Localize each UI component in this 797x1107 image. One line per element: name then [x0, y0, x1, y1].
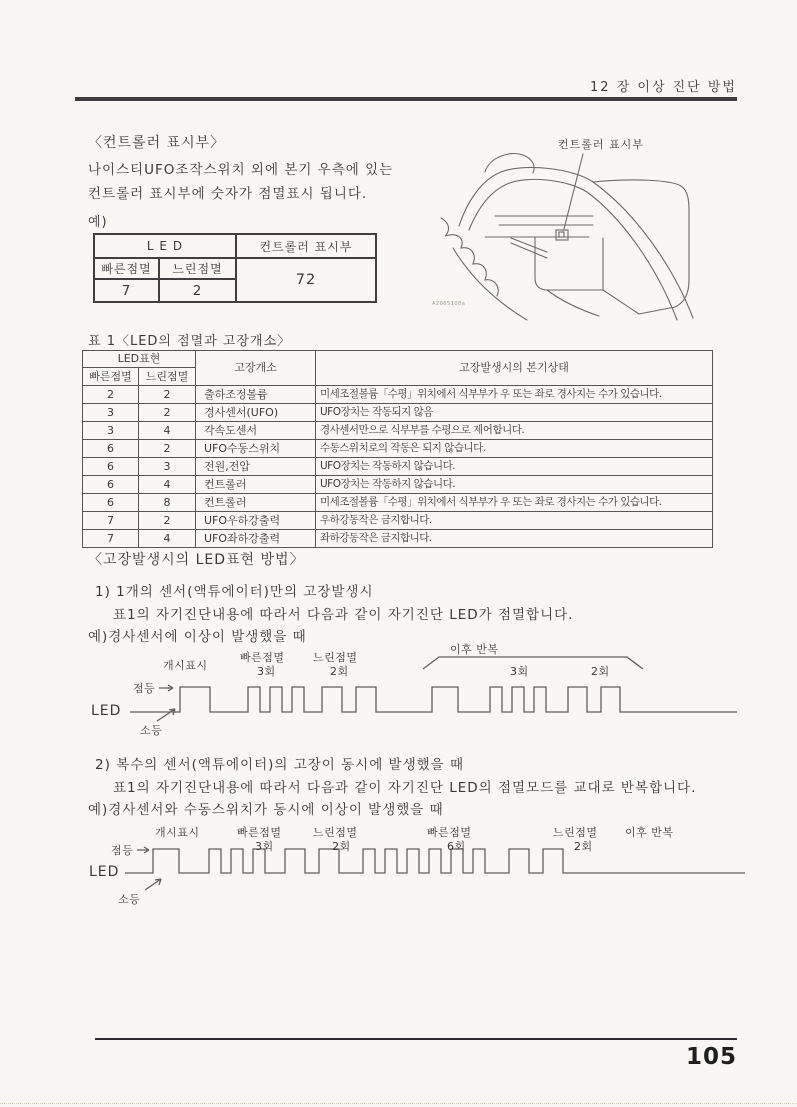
figure-leader-line — [564, 154, 583, 229]
wf2-off-label: 소등 — [118, 893, 141, 906]
led-blink-waveform — [125, 849, 745, 873]
led-count-cell: 4 — [139, 530, 196, 548]
fault-state-cell: 미세조절볼륨「수평」위치에서 식부부가 우 또는 좌로 경사지는 수가 있습니다. — [316, 494, 713, 512]
scan-artifact-edge — [0, 1103, 797, 1104]
wf1-fast-count: 3회 — [257, 665, 276, 678]
wf1-repeat-label: 이후 반복 — [450, 643, 499, 656]
fault-part-cell: 컨트롤러 — [196, 476, 316, 494]
section-title-led-method: 〈고장발생시의 LED표현 방법〉 — [88, 552, 305, 568]
led-count-cell: 8 — [139, 494, 196, 512]
table-header-row — [83, 351, 713, 368]
wf2-fast1-label: 빠른점멸 — [237, 826, 282, 839]
fault-code-table — [82, 350, 713, 548]
wf2-repeat-label: 이후 반복 — [625, 826, 674, 839]
fault-part-header-cell: 고장개소 — [196, 351, 316, 386]
table-row — [83, 512, 713, 530]
fault-part-cell: 전원,전압 — [196, 458, 316, 476]
wf2-slow2-label: 느린점멸 — [553, 826, 598, 839]
intro-line-1: 나이스티UFO조작스위치 외에 본기 우측에 있는 — [88, 162, 394, 178]
fault-state-header-cell: 고장발생시의 본기상태 — [316, 351, 713, 386]
machine-illustration — [423, 130, 757, 322]
on-arrow — [137, 847, 149, 853]
table-row — [83, 530, 713, 548]
waveform-diagram-1 — [85, 641, 753, 751]
slow-blink-header-cell: 느린점멸 — [139, 368, 196, 386]
display-header-cell: 컨트롤러 표시부 — [236, 234, 376, 258]
led-count-cell: 2 — [139, 404, 196, 422]
led-group-header-cell: LED표현 — [83, 351, 196, 368]
fault-state-cell: 미세조절볼륨「수평」위치에서 식부부가 우 또는 좌로 경사지는 수가 있습니다. — [316, 386, 713, 404]
led-count-cell: 3 — [139, 458, 196, 476]
led-count-cell: 6 — [83, 494, 139, 512]
fault-part-cell: 출하조정볼륨 — [196, 386, 316, 404]
wf1-fast-label: 빠른점멸 — [240, 651, 285, 664]
example-caption: 예) — [88, 215, 108, 230]
item1-body: 표1의 자기진단내용에 따라서 다음과 같이 자기진단 LED가 점멸합니다. — [113, 607, 574, 623]
wf2-slow1-count: 2회 — [332, 840, 351, 853]
fault-state-cell: 우하강동작은 금지합니다. — [316, 512, 713, 530]
repeat-brace — [423, 657, 643, 669]
example-table — [93, 233, 377, 303]
waveform-diagram-2 — [85, 814, 757, 914]
wf2-slow2-count: 2회 — [574, 840, 593, 853]
intro-line-2: 컨트롤러 표시부에 숫자가 점멸표시 됩니다. — [88, 186, 368, 202]
display-value-cell: 72 — [236, 258, 376, 302]
section-title-controller-display: 〈컨트롤러 표시부〉 — [88, 135, 226, 151]
table-row — [83, 476, 713, 494]
led-count-cell: 6 — [83, 440, 139, 458]
fast-blink-value-cell: 7 — [94, 279, 159, 302]
led-count-cell: 7 — [83, 512, 139, 530]
off-arrow — [157, 709, 175, 721]
table-row — [83, 386, 713, 404]
table-row — [94, 234, 376, 258]
led-header-cell: L E D — [94, 234, 236, 258]
item2-example: 예)경사센서와 수동스위치가 동시에 이상이 발생했을 때 — [88, 802, 444, 818]
led-count-cell: 6 — [83, 458, 139, 476]
fast-blink-header-cell: 빠른점멸 — [83, 368, 139, 386]
figure-code: A2065108a — [432, 301, 466, 307]
led-count-cell: 2 — [139, 440, 196, 458]
on-arrow — [159, 685, 173, 691]
table-row — [83, 440, 713, 458]
led-count-cell: 2 — [139, 386, 196, 404]
fault-part-cell: UFO좌하강출력 — [196, 530, 316, 548]
wf1-repeat-fast-count: 3회 — [510, 665, 529, 678]
off-arrow — [145, 879, 161, 890]
table1-body — [83, 386, 713, 548]
led-count-cell: 7 — [83, 530, 139, 548]
table-row — [83, 494, 713, 512]
chapter-header: 12 장 이상 진단 방법 — [590, 80, 737, 95]
fast-blink-label-cell: 빠른점멸 — [94, 258, 159, 279]
wf2-start-label: 개시표시 — [155, 826, 200, 839]
wf1-off-label: 소등 — [140, 724, 163, 737]
wf1-repeat-slow-count: 2회 — [591, 665, 610, 678]
table-row — [94, 258, 376, 279]
fault-part-cell: UFO우하강출력 — [196, 512, 316, 530]
item1-heading: 1) 1개의 센서(액튜에이터)만의 고장발생시 — [95, 584, 374, 600]
slow-blink-value-cell: 2 — [159, 279, 236, 302]
item1-example: 예)경사센서에 이상이 발생했을 때 — [88, 629, 307, 645]
wf1-slow-count: 2회 — [330, 665, 349, 678]
wf1-led-label: LED — [91, 703, 122, 719]
figure-label: 컨트롤러 표시부 — [558, 138, 644, 151]
led-count-cell: 3 — [83, 422, 139, 440]
wf2-fast2-label: 빠른점멸 — [427, 826, 472, 839]
table-row — [83, 404, 713, 422]
led-count-cell: 3 — [83, 404, 139, 422]
fault-state-cell: 좌하강동작은 금지합니다. — [316, 530, 713, 548]
fault-state-cell: 수동스위치로의 작동은 되지 않습니다. — [316, 440, 713, 458]
header-rule — [75, 97, 737, 101]
fault-state-cell: UFO장치는 작동하지 않습니다. — [316, 458, 713, 476]
led-count-cell: 4 — [139, 476, 196, 494]
led-count-cell: 2 — [139, 512, 196, 530]
fault-part-cell: 컨트롤러 — [196, 494, 316, 512]
fault-part-cell: 각속도센서 — [196, 422, 316, 440]
wf2-fast1-count: 3회 — [255, 840, 274, 853]
table-row — [83, 458, 713, 476]
led-blink-waveform — [130, 687, 737, 712]
fault-state-cell: UFO장치는 작동하지 않습니다. — [316, 476, 713, 494]
wf2-fast2-count: 6회 — [447, 840, 466, 853]
wf2-on-label: 점등 — [111, 844, 134, 857]
led-count-cell: 2 — [83, 386, 139, 404]
led-count-cell: 6 — [83, 476, 139, 494]
item2-body: 표1의 자기진단내용에 따라서 다음과 같이 자기진단 LED의 점멸모드를 교대로 반복합니다. — [113, 780, 697, 796]
wf1-on-label: 점등 — [133, 682, 156, 695]
item2-heading: 2) 복수의 센서(액튜에이터)의 고장이 동시에 발생했을 때 — [95, 757, 465, 773]
footer-rule — [95, 1038, 737, 1040]
wf1-slow-label: 느린점멸 — [313, 651, 358, 664]
wf2-slow1-label: 느린점멸 — [313, 826, 358, 839]
fault-part-cell: UFO수동스위치 — [196, 440, 316, 458]
wf1-start-label: 개시표시 — [163, 659, 208, 672]
table1-caption: 표 1〈LED의 점멸과 고장개소〉 — [88, 334, 292, 349]
slow-blink-label-cell: 느린점멸 — [159, 258, 236, 279]
fault-state-cell: UFO장치는 작동되지 않음 — [316, 404, 713, 422]
page-number: 105 — [685, 1044, 737, 1070]
fault-state-cell: 경사센서만으로 식부부를 수평으로 제어합니다. — [316, 422, 713, 440]
wf2-led-label: LED — [89, 864, 120, 880]
fault-part-cell: 경사센서(UFO) — [196, 404, 316, 422]
led-count-cell: 4 — [139, 422, 196, 440]
table-row — [83, 422, 713, 440]
